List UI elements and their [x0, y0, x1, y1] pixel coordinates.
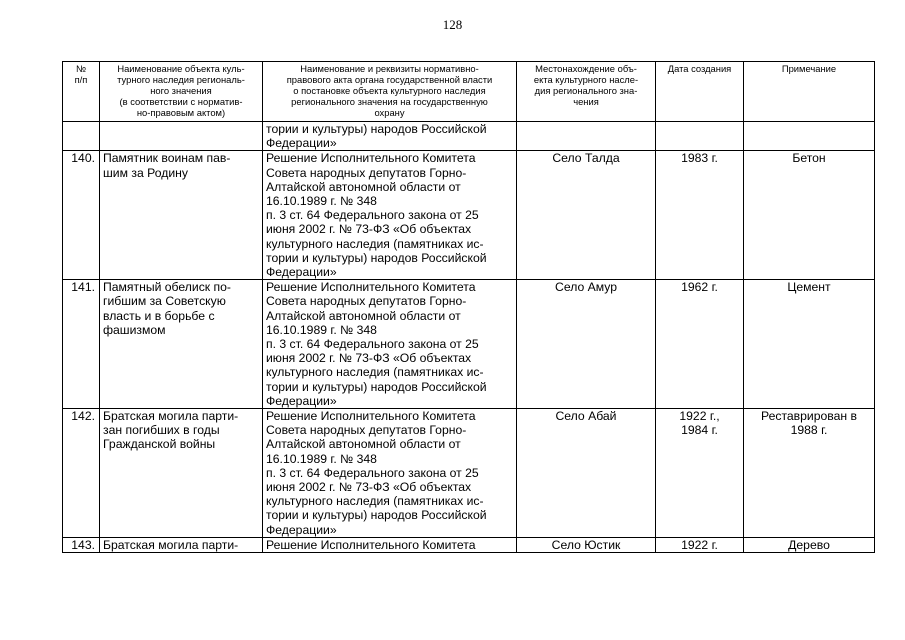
cell-name [100, 280, 263, 409]
cell-location: Село Талда [517, 151, 656, 280]
cell-note [744, 409, 875, 538]
cell-act: Решение Исполнительного Комитета [263, 537, 517, 552]
text-line: Решение Исполнительного Комитета [266, 409, 476, 424]
text-line: Бетон [792, 151, 826, 166]
text-line: регионального значения на государственную [291, 96, 488, 107]
text-line: дия регионального зна- [534, 85, 638, 96]
text-line: Совета народных депутатов Горно- [266, 423, 467, 438]
text-line: Памятник воинам пав- [103, 151, 231, 166]
text-line: культурного наследия (памятниках ис- [266, 365, 484, 380]
cell-date [656, 280, 744, 409]
text-line: Местонахождение объ- [535, 63, 637, 74]
text-line: Братская могила парти- [103, 409, 239, 424]
text-line: шим за Родину [103, 165, 188, 180]
text-line: Реставрирован в [760, 409, 857, 424]
text-line: Федерации» [266, 522, 337, 537]
text-line: 16.10.1989 г. № 348 [266, 322, 377, 337]
text-line: культурного наследия (памятниках ис- [266, 494, 484, 509]
text-line: Алтайской автономной области от [266, 179, 461, 194]
text-line: п. 3 ст. 64 Федерального закона от 25 [266, 208, 479, 223]
text-line: № [75, 63, 87, 74]
text-line: 1984 г. [681, 423, 718, 438]
text-line: 1983 г. [681, 151, 718, 166]
cell-num: 141. [63, 280, 100, 409]
cell-name: Братская могила парти- [100, 537, 263, 552]
text-line: 16.10.1989 г. № 348 [266, 451, 377, 466]
cell-note: Дерево [744, 537, 875, 552]
text-line: Федерации» [266, 265, 337, 280]
header-note [744, 62, 875, 122]
cell-num [63, 122, 100, 151]
text-line: Дата создания [667, 63, 732, 74]
text-line: чения [573, 96, 599, 107]
text-line: июня 2002 г. № 73-ФЗ «Об объектах [266, 351, 472, 366]
text-line: Наименование и реквизиты нормативно- [300, 63, 479, 74]
text-line: зан погибших в годы [103, 423, 220, 438]
text-line: Решение Исполнительного Комитета [266, 151, 476, 166]
cell-name [100, 151, 263, 280]
cell-act [263, 409, 517, 538]
text-line: охрану [374, 107, 405, 118]
text-line: культурного наследия (памятниках ис- [266, 236, 484, 251]
text-line: п. 3 ст. 64 Федерального закона от 25 [266, 337, 479, 352]
text-line: но-правовым актом) [136, 107, 226, 118]
text-line: тории и культуры) народов Российской [266, 250, 487, 265]
header-object-name [100, 62, 263, 122]
text-line: Памятный обелиск по- [103, 280, 231, 295]
text-line: Решение Исполнительного Комитета [266, 280, 476, 295]
table-row [63, 280, 875, 409]
cell-location [517, 122, 656, 151]
text-line: 1962 г. [681, 280, 718, 295]
text-line: ного значения [150, 85, 212, 96]
text-line: фашизмом [103, 322, 166, 337]
text-line: 1922 г., [679, 409, 720, 424]
text-line: турного наследия региональ- [117, 74, 245, 85]
text-line: Федерации» [266, 136, 337, 151]
text-line: о постановке объекта культурного наследия [293, 85, 486, 96]
cell-name [100, 409, 263, 538]
text-line: власть и в борьбе с [103, 308, 215, 323]
text-line: Совета народных депутатов Горно- [266, 165, 467, 180]
cell-note [744, 122, 875, 151]
cell-date [656, 122, 744, 151]
cell-location: Село Юстик [517, 537, 656, 552]
text-line: Гражданской войны [103, 437, 216, 452]
cell-act [263, 122, 517, 151]
cell-num: 142. [63, 409, 100, 538]
table-row [63, 537, 875, 552]
cell-num: 143. [63, 537, 100, 552]
text-line: екта культурного насле- [533, 74, 639, 85]
text-line: (в соответствии с норматив- [119, 96, 243, 107]
text-line: п. 3 ст. 64 Федерального закона от 25 [266, 465, 479, 480]
text-line: 1988 г. [790, 423, 828, 438]
cell-note [744, 151, 875, 280]
text-line: 16.10.1989 г. № 348 [266, 194, 377, 209]
text-line: п/п [74, 74, 88, 85]
table-row [63, 409, 875, 538]
page-number: 128 [442, 17, 463, 32]
cell-note [744, 280, 875, 409]
text-line: Федерации» [266, 393, 337, 408]
cell-date [656, 151, 744, 280]
text-line: тории и культуры) народов Российской [266, 508, 487, 523]
text-line: правового акта органа государственной власти [286, 74, 493, 85]
header-location [517, 62, 656, 122]
text-line: Совета народных депутатов Горно- [266, 294, 467, 309]
table-header-row [63, 62, 875, 122]
cell-date [656, 409, 744, 538]
text-line: Примечание [781, 63, 837, 74]
cell-name [100, 122, 263, 151]
text-line: тории и культуры) народов Российской [266, 379, 487, 394]
text-line: тории и культуры) народов Российской [266, 122, 487, 136]
text-line: Наименование объекта куль- [117, 63, 245, 74]
text-line: Алтайской автономной области от [266, 308, 461, 323]
continuation-row [63, 122, 875, 151]
cell-act [263, 280, 517, 409]
header-creation-date [656, 62, 744, 122]
cell-act [263, 151, 517, 280]
table-row [63, 151, 875, 280]
cell-date: 1922 г. [656, 537, 744, 552]
cell-location: Село Амур [517, 280, 656, 409]
text-line: Алтайской автономной области от [266, 437, 461, 452]
header-number [63, 62, 100, 122]
header-legal-act [263, 62, 517, 122]
text-line: июня 2002 г. № 73-ФЗ «Об объектах [266, 480, 472, 495]
heritage-objects-table [62, 61, 875, 553]
text-line: гибшим за Советскую [103, 294, 226, 309]
text-line: июня 2002 г. № 73-ФЗ «Об объектах [266, 222, 472, 237]
cell-num: 140. [63, 151, 100, 280]
text-line: Цемент [787, 280, 831, 295]
cell-location: Село Абай [517, 409, 656, 538]
